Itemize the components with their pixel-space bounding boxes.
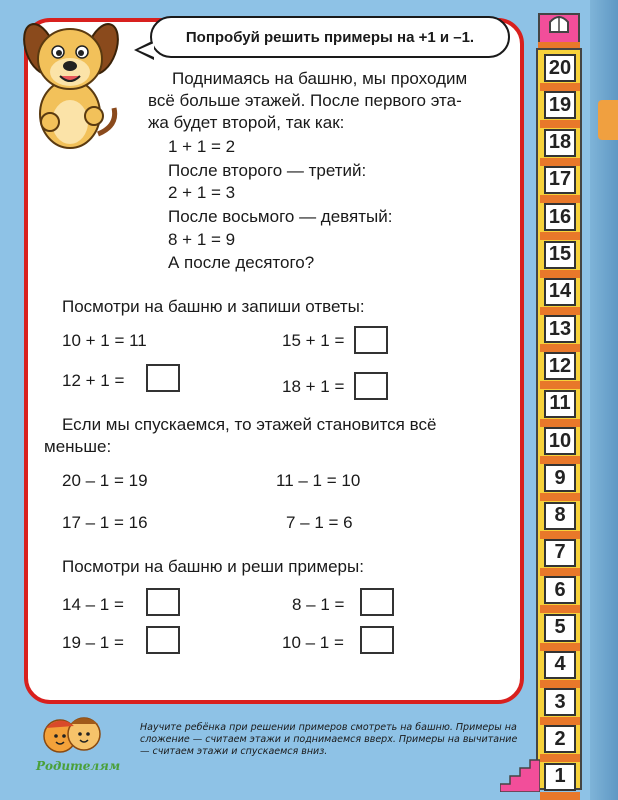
floor-divider bbox=[540, 680, 580, 688]
floor-7: 7 bbox=[544, 539, 576, 567]
floor-divider bbox=[540, 195, 580, 203]
answer-box-8-minus-1[interactable] bbox=[360, 588, 394, 616]
floor-divider bbox=[540, 120, 580, 128]
floor-divider bbox=[540, 83, 580, 91]
floor-divider bbox=[540, 643, 580, 651]
floor-9: 9 bbox=[544, 464, 576, 492]
intro-example-5: 8 + 1 = 9 bbox=[168, 230, 236, 249]
floor-1: 1 bbox=[544, 763, 576, 791]
intro-example-6: А после десятого? bbox=[168, 253, 315, 272]
intro-line-1: Поднимаясь на башню, мы проходим bbox=[172, 69, 468, 88]
section3-item-2: 8 – 1 = bbox=[292, 595, 345, 614]
floor-divider bbox=[540, 605, 580, 613]
parents-logo-label: Родителям bbox=[36, 759, 121, 773]
floor-16: 16 bbox=[544, 203, 576, 231]
bubble-tail-inner bbox=[138, 43, 154, 57]
page-title: Попробуй решить примеры на +1 и –1. bbox=[185, 28, 475, 46]
floor-13: 13 bbox=[544, 315, 576, 343]
section3-instruction: Посмотри на башню и реши примеры: bbox=[62, 557, 364, 576]
intro-line-3: жа будет второй, так как: bbox=[148, 113, 345, 132]
floor-divider bbox=[540, 754, 580, 762]
floor-8: 8 bbox=[544, 502, 576, 530]
floor-divider bbox=[540, 456, 580, 464]
parents-logo bbox=[36, 712, 121, 773]
section1-item-1: 10 + 1 = 11 bbox=[62, 331, 147, 350]
floor-divider bbox=[540, 493, 580, 501]
tower-roof-icon bbox=[538, 2, 580, 50]
answer-box-18-plus-1[interactable] bbox=[354, 372, 388, 400]
parent-note: Научите ребёнка при решении примеров смотреть на башню. Примеры на сложение — считаем этажи и поднимаемся вверх. Примеры на вычитание — считаем этажи и спускаемся вниз. bbox=[140, 722, 518, 757]
parents-faces-icon bbox=[36, 712, 116, 756]
floor-2: 2 bbox=[544, 725, 576, 753]
section1-item-2: 15 + 1 = bbox=[282, 331, 345, 350]
floor-14: 14 bbox=[544, 278, 576, 306]
section2-item-3: 17 – 1 = 16 bbox=[62, 513, 148, 532]
section1-instruction: Посмотри на башню и запиши ответы: bbox=[62, 297, 365, 316]
floor-3: 3 bbox=[544, 688, 576, 716]
floor-divider bbox=[540, 158, 580, 166]
floor-divider bbox=[540, 344, 580, 352]
intro-example-2: После второго — третий: bbox=[168, 161, 367, 180]
section2-line-1: Если мы спускаемся, то этажей становится всё bbox=[62, 415, 437, 434]
floor-11: 11 bbox=[544, 390, 576, 418]
floor-17: 17 bbox=[544, 166, 576, 194]
floor-tower bbox=[536, 48, 582, 790]
section3-item-3: 19 – 1 = bbox=[62, 633, 124, 652]
floor-divider bbox=[540, 419, 580, 427]
floor-divider bbox=[540, 307, 580, 315]
section2-item-4: 7 – 1 = 6 bbox=[286, 513, 353, 532]
floor-18: 18 bbox=[544, 129, 576, 157]
answer-box-12-plus-1[interactable] bbox=[146, 364, 180, 392]
title-bubble bbox=[150, 16, 510, 58]
floor-20: 20 bbox=[544, 54, 576, 82]
floor-4: 4 bbox=[544, 651, 576, 679]
floor-divider bbox=[540, 531, 580, 539]
page-tab-marker bbox=[598, 100, 618, 140]
answer-box-14-minus-1[interactable] bbox=[146, 588, 180, 616]
section2-item-1: 20 – 1 = 19 bbox=[62, 471, 148, 490]
floor-10: 10 bbox=[544, 427, 576, 455]
intro-example-4: После восьмого — девятый: bbox=[168, 207, 393, 226]
floor-19: 19 bbox=[544, 91, 576, 119]
section3-item-4: 10 – 1 = bbox=[282, 633, 344, 652]
section1-item-3: 12 + 1 = bbox=[62, 371, 125, 390]
dog-mascot-icon bbox=[10, 4, 130, 154]
floor-divider bbox=[540, 232, 580, 240]
intro-example-3: 2 + 1 = 3 bbox=[168, 183, 236, 202]
intro-line-2: всё больше этажей. После первого эта- bbox=[148, 91, 462, 110]
section2-line-2: меньше: bbox=[44, 437, 112, 456]
section1-item-4: 18 + 1 = bbox=[282, 377, 345, 396]
floor-5: 5 bbox=[544, 614, 576, 642]
floor-divider bbox=[540, 568, 580, 576]
section2-item-2: 11 – 1 = 10 bbox=[276, 471, 361, 490]
answer-box-15-plus-1[interactable] bbox=[354, 326, 388, 354]
floor-12: 12 bbox=[544, 352, 576, 380]
answer-box-19-minus-1[interactable] bbox=[146, 626, 180, 654]
floor-divider bbox=[540, 792, 580, 800]
section3-item-1: 14 – 1 = bbox=[62, 595, 124, 614]
floor-divider bbox=[540, 717, 580, 725]
answer-box-10-minus-1[interactable] bbox=[360, 626, 394, 654]
intro-example-1: 1 + 1 = 2 bbox=[168, 137, 236, 156]
floor-6: 6 bbox=[544, 576, 576, 604]
floor-divider bbox=[540, 381, 580, 389]
floor-15: 15 bbox=[544, 241, 576, 269]
floor-divider bbox=[540, 270, 580, 278]
